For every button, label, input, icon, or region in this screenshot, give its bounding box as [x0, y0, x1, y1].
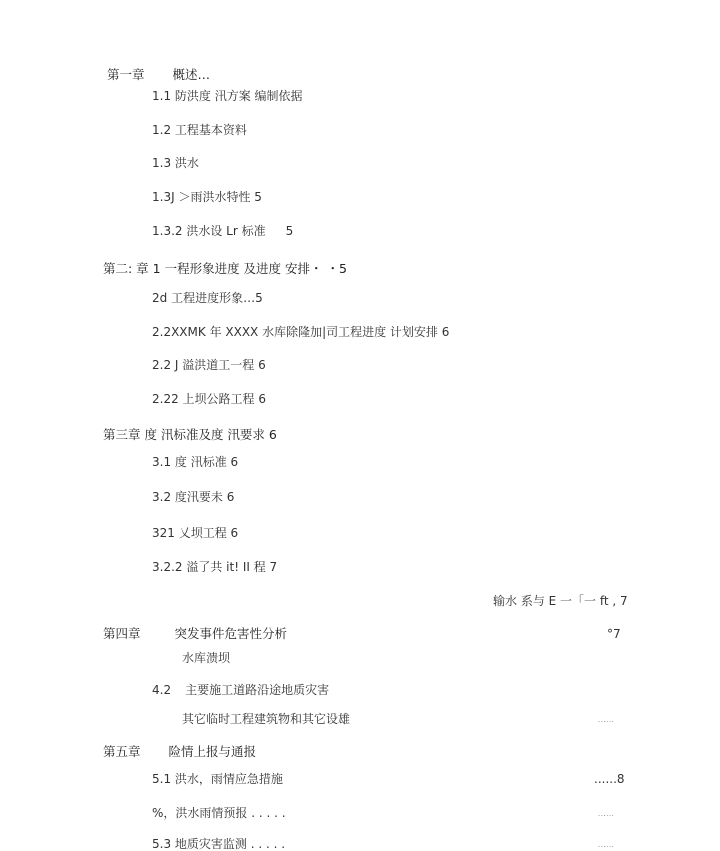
toc-item-4-2 — [152, 684, 329, 696]
toc-item-5-2: %，洪水雨情预报 . . . . . — [152, 806, 286, 820]
chapter-1-label: 第一章 — [107, 67, 145, 82]
item-5-1-page: ......8 — [594, 772, 625, 786]
toc-fragment-line: 输水 系与 E 一「一 ft , 7 — [493, 594, 628, 608]
toc-item-1-3: 1.3 洪水 — [152, 156, 199, 170]
item-5-2-leader: ...... — [598, 810, 615, 818]
chapter-4-title: 突发事件危害性分析 — [174, 626, 288, 641]
item-4-2-number: 4.2 — [152, 683, 172, 697]
chapter-1-title: 概述… — [172, 67, 211, 82]
item-1-3-2-title: 1.3.2 洪水设 Lr 标准 — [152, 224, 266, 238]
toc-item-3-2: 3.2 度汛要未 6 — [152, 490, 235, 504]
toc-item-3-1: 3.1 度 汛标准 6 — [152, 455, 239, 469]
toc-item-1-3-2 — [152, 225, 293, 237]
toc-item-2-1: 2d 工程进度形象…5 — [152, 291, 263, 305]
toc-item-1-3-1: 1.3J ＞雨洪水特性 5 — [152, 190, 262, 204]
chapter-4-label: 第四章 — [103, 626, 141, 641]
toc-item-5-3: 5.3 地质灾害监测 . . . . . — [152, 837, 286, 851]
item-5-3-leader: ...... — [598, 841, 615, 849]
chapter-5-title: 险情上报与通报 — [168, 744, 257, 759]
toc-item-2-4: 2.22 上坝公路工程 6 — [152, 392, 266, 406]
toc-item-1-2: 1.2 工程基本资料 — [152, 123, 247, 137]
toc-item-1-1: 1.1 防洪度 汛方案 编制依据 — [152, 89, 303, 103]
chapter-4-page: °7 — [607, 627, 621, 641]
toc-item-3-2-2: 3.2.2 溢了共 it! II 程 7 — [152, 560, 278, 574]
item-4-3-leader: ...... — [598, 716, 615, 724]
item-1-3-2-page: 5 — [285, 224, 294, 238]
toc-item-3-2-1: 321 乂坝工程 6 — [152, 526, 239, 540]
toc-item-4-3: 其它临时工程建筑物和其它设雄 — [182, 712, 351, 726]
toc-chapter-1 — [107, 69, 210, 82]
toc-chapter-4 — [103, 628, 287, 641]
toc-item-2-3: 2.2 J 溢洪道工一程 6 — [152, 358, 266, 372]
toc-item-5-1: 5.1 洪水，雨情应急措施 — [152, 772, 283, 786]
toc-chapter-3: 第三章 度 汛标准及度 汛要求 6 — [103, 427, 277, 442]
toc-chapter-2: 第二: 章 1 一程形象进度 及进度 安排・ ・5 — [103, 261, 347, 276]
chapter-5-label: 第五章 — [103, 744, 141, 759]
item-4-2-title: 主要施工道路沿途地质灾害 — [185, 683, 330, 697]
toc-item-4-1: 水库溃坝 — [182, 651, 231, 665]
toc-item-2-2: 2.2XXMK 年 XXXX 水库除隆加|司工程进度 计划安排 6 — [152, 325, 450, 339]
toc-chapter-5 — [103, 746, 256, 759]
